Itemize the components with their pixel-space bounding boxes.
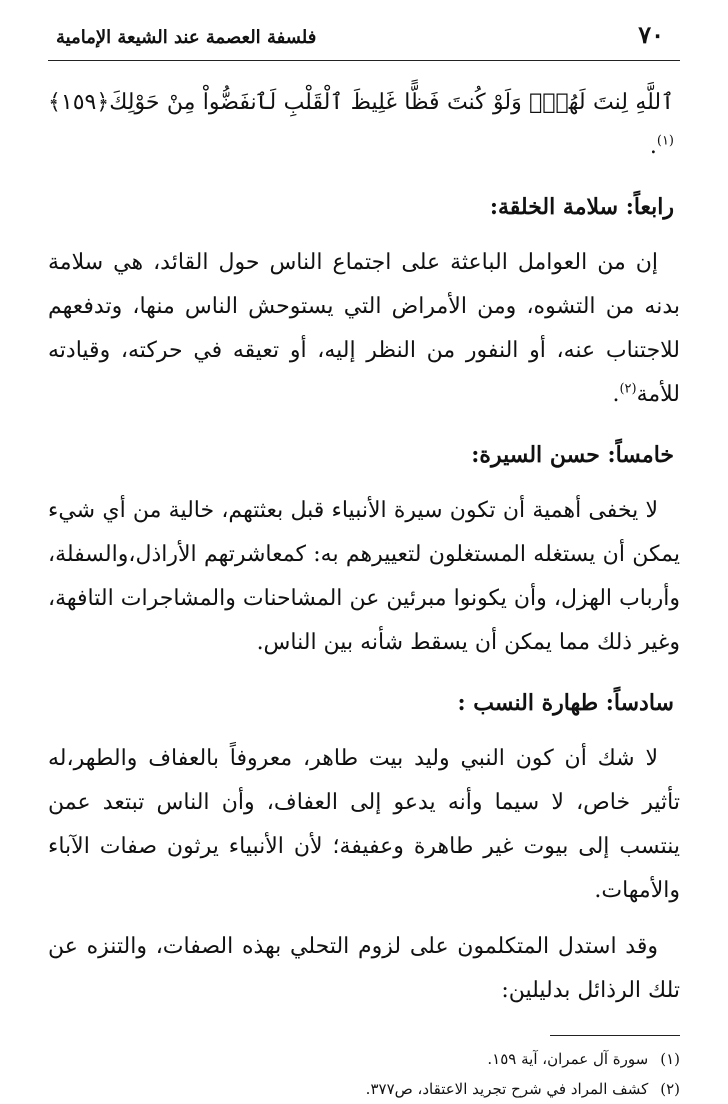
footnote-text: سورة آل عمران، آية ١٥٩. (487, 1050, 649, 1068)
section-heading-sixth: سادساً: طهارة النسب : (457, 690, 674, 716)
quran-verse (48, 81, 680, 169)
running-title: فلسفة العصمة عند الشيعة الإمامية (56, 27, 317, 48)
body-text (48, 81, 680, 1104)
paragraph-text: إن من العوامل الباعثة على اجتماع الناس حول القائد، هي سلامة بدنه من التشوه، ومن الأمراض التي يستوحش الناس منها، وتدفعهم للاجتناب عنه، أو النفور من النظر إليه، أو تعيقه في حركته، وقيادته للأمة (48, 250, 680, 407)
verse-text: ٱللَّهِ لِنتَ لَهُمْۖ وَلَوْ كُنتَ فَظًّا غَلِيظَ ٱلْقَلْبِ لَٱنفَضُّواْ مِنْ حَوْلِكَ﴿١٥٩﴾ (48, 90, 674, 115)
footnote-number: (٢) (660, 1080, 680, 1098)
paragraph: وقد استدل المتكلمون على لزوم التحلي بهذه الصفات، والتنزه عن تلك الرذائل بدليلين: (48, 934, 680, 1003)
footnote-number: (١) (660, 1050, 680, 1068)
section-heading-fourth: رابعاً: سلامة الخلقة: (489, 194, 674, 220)
footnote (48, 1044, 680, 1074)
page-header (48, 20, 680, 61)
footnote-text: كشف المراد في شرح تجريد الاعتقاد، ص٣٧٧. (365, 1080, 649, 1098)
footnote (48, 1074, 680, 1104)
paragraph (48, 241, 680, 417)
paragraph-end: . (612, 382, 620, 407)
footnote-divider (550, 1035, 680, 1036)
verse-end: . (649, 134, 657, 159)
book-page (48, 20, 680, 1098)
page-number: ٧٠ (638, 20, 664, 49)
paragraph: لا شك أن كون النبي وليد بيت طاهر، معروفاً بالعفاف والطهر،له تأثير خاص، لا سيما وأنه يدعو إلى العفاف، وأن الناس تبتعد عمن ينتسب إلى بيوت غير طاهرة وعفيفة؛ لأن الأنبياء يرثون صفات الآباء والأمهات. (48, 746, 680, 903)
footnote-ref-1: (١) (656, 133, 674, 149)
section-heading-fifth: خامساً: حسن السيرة: (471, 442, 674, 468)
footnote-ref-2: (٢) (619, 381, 637, 397)
paragraph: لا يخفى أهمية أن تكون سيرة الأنبياء قبل بعثتهم، خالية من أي شيء يمكن أن يستغله المستغلون لتعييرهم به: كمعاشرتهم الأراذل،والسفلة، وأرباب الهزل، وأن يكونوا مبرئين عن المشاحنات والمشاجرات التافهة، وغير ذلك مما يمكن أن يسقط شأنه بين الناس. (48, 498, 680, 655)
footnotes (48, 1044, 680, 1104)
